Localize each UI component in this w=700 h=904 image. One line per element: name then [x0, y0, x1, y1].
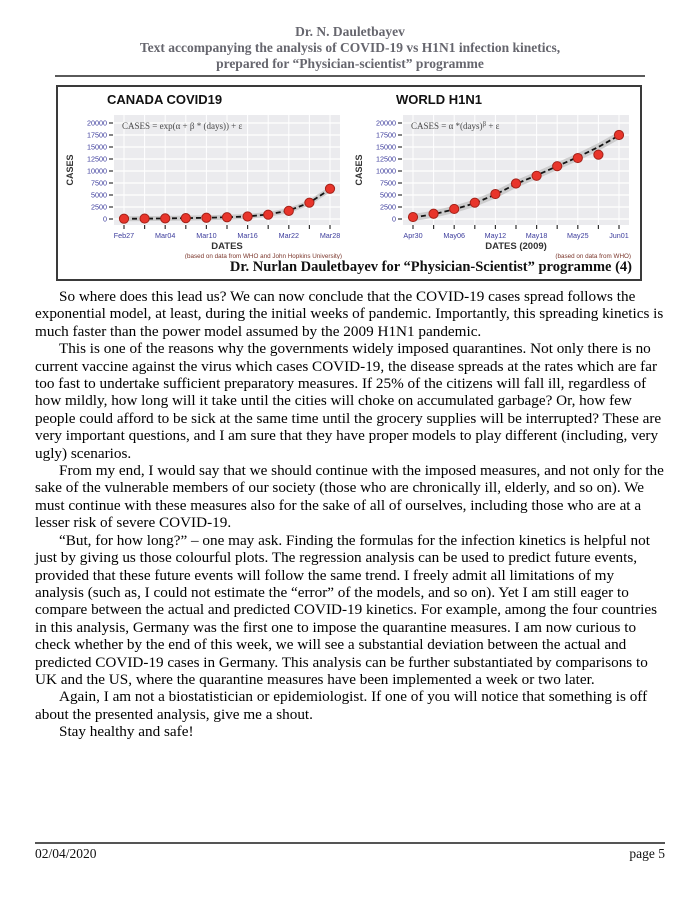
svg-text:Mar28: Mar28: [319, 231, 341, 240]
svg-text:17500: 17500: [87, 130, 107, 140]
svg-text:DATES: DATES: [211, 241, 243, 252]
svg-text:(based on data from WHO and Jo: (based on data from WHO and John Hopkins University): [184, 253, 342, 259]
svg-text:15000: 15000: [376, 142, 396, 152]
document-body: [35, 288, 665, 741]
footer-page-number: page 5: [629, 846, 665, 861]
charts-row: [58, 87, 640, 259]
svg-text:0: 0: [103, 214, 107, 224]
svg-text:May12: May12: [484, 231, 507, 240]
svg-text:17500: 17500: [376, 130, 396, 140]
svg-text:Jun01: Jun01: [609, 231, 629, 240]
paragraph: Again, I am not a biostatistician or epidemiologist. If one of you will notice that something is off about the presented analysis, give me a shout.: [35, 688, 648, 723]
page-footer: [35, 842, 665, 862]
svg-text:12500: 12500: [87, 154, 107, 164]
svg-text:WORLD H1N1: WORLD H1N1: [396, 92, 482, 107]
svg-text:May25: May25: [567, 231, 589, 240]
paragraph: This is one of the reasons why the governments widely imposed quarantines. Not only there is no current vaccine against the virus which cases COVID-19, the disease spreads at the rates which are far too fast to undertake sufficient preparatory measures. If 25% of the citizens will fall ill, regardless of how mildly, how long will it take until the cities will choke on accumulated garbage? Or, how few people could afford to be sick at the same time until the grocery supplies will be interrupted? These are very important questions, and I am sure that they have proper models to play different (including, very ugly) scenarios.: [35, 340, 662, 462]
svg-text:7500: 7500: [91, 178, 107, 188]
svg-text:10000: 10000: [376, 166, 396, 176]
svg-text:5000: 5000: [91, 190, 107, 200]
svg-text:CASES = exp(α + β * (days)) +: CASES = exp(α + β * (days)) + ε: [122, 121, 243, 131]
svg-text:Mar16: Mar16: [237, 231, 258, 240]
svg-text:May06: May06: [443, 231, 465, 240]
svg-text:CASES = α *(days)β + ε: CASES = α *(days)$^\beta$ + ε: [411, 120, 500, 131]
svg-text:(based on data from WHO): (based on data from WHO): [555, 253, 631, 259]
world-h1n1-plot: [351, 91, 636, 259]
canada-covid19-plot: [62, 91, 347, 259]
svg-text:2500: 2500: [380, 202, 396, 212]
paragraph: Stay healthy and safe!: [59, 723, 194, 741]
figure-caption: Dr. Nurlan Dauletbayev for “Physician-Scientist” programme (4): [229, 259, 632, 275]
svg-text:12500: 12500: [376, 154, 396, 164]
paragraph: From my end, I would say that we should continue with the imposed measures, and not only for the sake of the vulnerable members of our society (those who are chronically ill, elderly, and so on). We must continue with these measures also for the sake of all of ourselves, including those who are at a lesser risk of severe COVID-19.: [35, 462, 664, 532]
svg-text:Mar10: Mar10: [196, 231, 217, 240]
svg-text:0: 0: [392, 214, 396, 224]
svg-text:CASES: CASES: [65, 154, 75, 186]
svg-text:Mar22: Mar22: [278, 231, 299, 240]
chart-world-h1n1: [351, 91, 636, 259]
svg-text:May18: May18: [525, 231, 548, 240]
header-title-line: Text accompanying the analysis of COVID-19 vs H1N1 infection kinetics,: [139, 40, 561, 55]
svg-text:15000: 15000: [87, 142, 107, 152]
svg-text:Mar04: Mar04: [155, 231, 176, 240]
svg-text:Apr30: Apr30: [403, 231, 423, 240]
chart-canada-covid19: [62, 91, 347, 259]
svg-text:5000: 5000: [380, 190, 396, 200]
svg-text:10000: 10000: [87, 166, 107, 176]
page-header: [0, 0, 700, 72]
svg-text:CASES: CASES: [354, 154, 364, 186]
header-rule: [55, 75, 645, 77]
svg-text:Feb27: Feb27: [113, 231, 135, 240]
figure-box: [56, 85, 642, 281]
paragraph: So where does this lead us? We can now conclude that the COVID-19 cases spread follows the exponential model, at least, during the initial weeks of pandemic. Importantly, this spreading kinetics is much faster than the power model assumed by the 2009 H1N1 pandemic.: [35, 288, 664, 340]
paragraph: “But, for how long?” – one may ask. Finding the formulas for the infection kinetics is helpful not just by giving us those colourful plots. The regression analysis can be used to predict future events, provided that these future events will follow the same trend. I freely admit all limitations of my analysis (such as, I could not estimate the “error” of the models, and so on). Yet I am still eager to compare between the actual and predicted COVID-19 kinetics. For example, among the four countries in this analysis, Germany was the first one to impose the quarantine measures. I am now curious to check whether by the end of this week, we will see a substantial deviation between the actual and predicted COVID-19 cases in Germany. This analysis can be further substantiated by comparisons to UK and the US, where the quarantine measures have been implemented a week or two later.: [35, 531, 658, 688]
header-subtitle-line: prepared for “Physician-scientist” programme: [216, 56, 484, 71]
svg-text:DATES (2009): DATES (2009): [485, 241, 547, 252]
svg-text:20000: 20000: [376, 118, 396, 128]
svg-text:CANADA COVID19: CANADA COVID19: [107, 92, 223, 107]
svg-text:20000: 20000: [87, 118, 107, 128]
svg-text:2500: 2500: [91, 202, 107, 212]
svg-text:7500: 7500: [380, 178, 396, 188]
footer-date: 02/04/2020: [35, 846, 97, 861]
header-author: Dr. N. Dauletbayev: [295, 24, 405, 39]
